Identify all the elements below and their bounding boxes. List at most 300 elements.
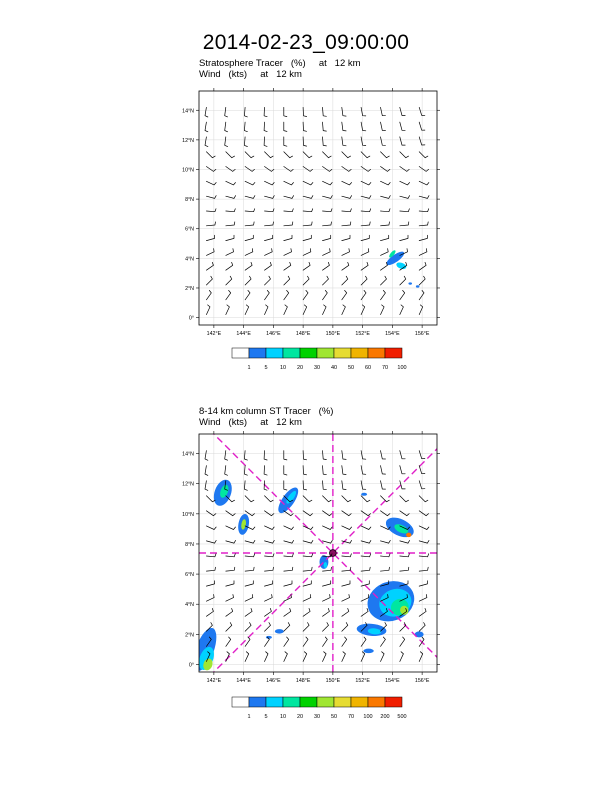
- wind-barb: [400, 181, 410, 185]
- wind-barb: [206, 262, 213, 270]
- wind-barb: [284, 608, 291, 616]
- wind-barb: [206, 290, 211, 299]
- wind-barb: [303, 595, 311, 602]
- wind-barb: [226, 554, 236, 557]
- wind-barb: [342, 137, 346, 146]
- x-tick-label: 154°E: [385, 331, 400, 337]
- wind-barb: [284, 122, 287, 131]
- wind-barb: [303, 235, 311, 240]
- tracer-area: [324, 562, 328, 568]
- colorbar-label: 200: [380, 714, 390, 720]
- wind-barb: [303, 652, 307, 662]
- wind-barb: [265, 249, 273, 256]
- wind-barb: [419, 526, 429, 530]
- wind-barb: [265, 511, 274, 516]
- wind-barb: [226, 262, 233, 270]
- wind-barb: [205, 466, 208, 476]
- x-tick-label: 144°E: [236, 678, 251, 684]
- wind-barb: [206, 167, 216, 172]
- wind-barb: [284, 466, 287, 475]
- wind-barb: [342, 451, 346, 460]
- y-tick-label: 8°N: [185, 541, 194, 548]
- x-tick-label: 152°E: [355, 678, 370, 684]
- wind-barb: [342, 305, 346, 315]
- wind-barb: [206, 222, 215, 226]
- tracer-area: [406, 533, 411, 538]
- wind-barb: [264, 137, 267, 147]
- wind-barb: [381, 290, 386, 299]
- y-tick-label: 0°: [188, 662, 194, 669]
- x-tick-label: 146°E: [266, 331, 281, 337]
- y-tick-label: 14°N: [182, 451, 194, 458]
- wind-barb: [303, 181, 313, 185]
- wind-barb: [284, 107, 287, 116]
- wind-barb: [381, 137, 386, 145]
- wind-barb: [381, 481, 386, 489]
- wind-barb: [284, 152, 293, 158]
- wind-barb: [361, 276, 367, 285]
- wind-barb: [419, 181, 429, 185]
- wind-barb: [400, 466, 405, 474]
- wind-barb: [323, 623, 329, 632]
- colorbar-label: 100: [397, 365, 407, 371]
- wind-barb: [206, 196, 216, 199]
- wind-barb: [225, 451, 228, 461]
- colorbar-label: 5: [264, 714, 268, 720]
- wind-barb: [265, 595, 273, 602]
- wind-barb: [206, 581, 214, 586]
- colorbar: [232, 697, 407, 720]
- wind-barb: [205, 122, 208, 132]
- wind-barb: [225, 137, 228, 147]
- wind-barb: [419, 209, 429, 212]
- wind-barb: [400, 196, 410, 199]
- wind-barb: [303, 222, 312, 226]
- colorbar-label: 50: [330, 714, 338, 720]
- colorbar-segment: [283, 348, 300, 358]
- wind-barb: [284, 637, 289, 646]
- wind-barb: [226, 290, 231, 299]
- colorbar-label: 40: [330, 365, 338, 371]
- wind-barb: [303, 107, 307, 116]
- wind-barb: [400, 540, 410, 543]
- wind-barb: [381, 451, 386, 459]
- wind-barb: [303, 496, 312, 502]
- wind-barb: [342, 276, 348, 285]
- wind-barb: [226, 567, 235, 571]
- wind-barb: [400, 451, 405, 459]
- wind-barb: [342, 496, 351, 502]
- panel-lower: [93, 313, 573, 792]
- colorbar-segment: [385, 697, 402, 707]
- y-tick-label: 10°N: [182, 167, 194, 174]
- wind-barb: [323, 451, 327, 460]
- wind-barb: [284, 167, 293, 172]
- wind-barb: [284, 581, 292, 586]
- wind-barb: [361, 137, 366, 146]
- wind-barb: [400, 167, 409, 172]
- wind-barb: [419, 196, 429, 199]
- y-tick-label: 6°N: [185, 572, 194, 579]
- tracer-area: [408, 282, 412, 284]
- colorbar-segment: [385, 348, 402, 358]
- x-tick-label: 154°E: [385, 678, 400, 684]
- colorbar-label: 10: [279, 714, 287, 720]
- wind-barb: [226, 181, 236, 185]
- wind-barb: [381, 262, 388, 270]
- wind-barb: [400, 107, 405, 115]
- wind-barb: [361, 481, 366, 490]
- colorbar-segment: [368, 348, 385, 358]
- wind-barb: [303, 466, 307, 475]
- wind-barb: [245, 305, 249, 315]
- wind-barb: [419, 249, 427, 256]
- wind-barb: [225, 107, 228, 117]
- colorbar-segment: [351, 348, 368, 358]
- wind-barb: [323, 209, 333, 212]
- y-tick-label: 12°N: [182, 481, 194, 488]
- wind-barb: [381, 637, 386, 646]
- colorbar-segment: [249, 697, 266, 707]
- wind-barb: [226, 152, 235, 158]
- wind-barb: [400, 511, 409, 516]
- wind-barb: [206, 305, 210, 315]
- wind-barb: [381, 122, 386, 130]
- x-tick-label: 156°E: [414, 678, 430, 684]
- wind-barb: [205, 107, 208, 117]
- wind-barb: [323, 595, 331, 602]
- y-tick-label: 4°N: [185, 256, 194, 263]
- wind-barb: [342, 222, 351, 226]
- colorbar-segment: [334, 697, 351, 707]
- wind-barb: [303, 608, 310, 616]
- wind-barb: [323, 496, 332, 502]
- wind-barb: [226, 209, 236, 212]
- colorbar-label: 20: [296, 714, 304, 720]
- wind-barb: [284, 209, 294, 212]
- wind-barb: [323, 652, 327, 662]
- wind-barb: [226, 595, 234, 602]
- wind-barb: [419, 581, 427, 586]
- wind-barb: [264, 107, 267, 116]
- wind-barb: [381, 249, 389, 256]
- wind-barb: [245, 652, 249, 662]
- colorbar-label: 500: [397, 714, 407, 720]
- wind-barb: [226, 581, 234, 586]
- wind-barb: [342, 262, 349, 270]
- y-tick-label: 0°: [188, 315, 194, 322]
- colorbar: [232, 348, 407, 371]
- wind-barb: [323, 305, 327, 315]
- y-tick-label: 12°N: [182, 137, 194, 144]
- wind-barb: [381, 305, 385, 315]
- page-title: 2014-02-23_09:00:00: [202, 31, 410, 54]
- wind-barb: [303, 554, 313, 557]
- wind-barb: [265, 608, 272, 616]
- wind-barb: [303, 451, 307, 460]
- colorbar-segment: [266, 348, 283, 358]
- wind-barb: [226, 608, 233, 616]
- wind-barb: [284, 305, 288, 315]
- wind-barb: [205, 451, 208, 461]
- wind-barb: [265, 276, 271, 285]
- wind-barb: [342, 290, 347, 299]
- wind-barb: [265, 623, 271, 632]
- x-tick-label: 148°E: [295, 331, 311, 337]
- wind-barb: [342, 608, 349, 616]
- wind-barb: [303, 623, 309, 632]
- wind-barb: [245, 567, 254, 571]
- x-tick-label: 148°E: [295, 678, 311, 684]
- wind-barb: [323, 637, 328, 646]
- wind-barb: [303, 137, 307, 146]
- wind-barb: [323, 167, 332, 172]
- wind-barb: [265, 290, 270, 299]
- colorbar-segment: [232, 348, 249, 358]
- upper-panel-title: Stratosphere Tracer (%) at 12 km: [199, 58, 361, 69]
- wind-barb: [206, 554, 216, 557]
- colorbar-segment: [266, 697, 283, 707]
- wind-barb: [265, 152, 274, 158]
- wind-barb: [225, 466, 228, 476]
- wind-barb: [226, 623, 232, 632]
- wind-barb: [245, 276, 251, 285]
- x-tick-label: 146°E: [266, 678, 281, 684]
- wind-barb: [342, 637, 347, 646]
- wind-barb: [245, 637, 250, 646]
- colorbar-segment: [368, 697, 385, 707]
- wind-barb: [303, 511, 312, 516]
- wind-barb: [400, 623, 406, 632]
- wind-barb: [206, 209, 216, 212]
- wind-barb: [361, 451, 366, 460]
- wind-barb: [323, 481, 327, 490]
- wind-barb: [303, 122, 307, 131]
- wind-barb: [265, 305, 269, 315]
- x-tick-label: 150°E: [325, 678, 341, 684]
- wind-barb: [303, 262, 310, 270]
- wind-barb: [342, 209, 352, 212]
- wind-barb: [381, 511, 390, 516]
- wind-barb: [303, 167, 312, 172]
- colorbar-label: 1: [247, 714, 251, 720]
- x-tick-label: 142°E: [206, 331, 222, 337]
- wind-barb: [205, 481, 208, 491]
- wind-barb: [342, 526, 352, 530]
- wind-barb: [245, 496, 254, 502]
- wind-barb: [361, 466, 366, 475]
- wind-barb: [342, 235, 350, 240]
- wind-barb: [400, 137, 405, 145]
- wind-barb: [265, 652, 269, 662]
- wind-barb: [265, 567, 274, 571]
- wind-barb: [284, 235, 292, 240]
- wind-barb: [342, 652, 346, 662]
- upper-panel-subtitle: Wind (kts) at 12 km: [199, 69, 302, 80]
- wind-barb: [265, 209, 275, 212]
- y-tick-label: 2°N: [185, 285, 194, 292]
- wind-barb: [226, 222, 235, 226]
- wind-barb: [400, 276, 406, 285]
- wind-barb: [245, 222, 254, 226]
- wind-barb: [381, 222, 390, 226]
- wind-barb: [323, 107, 327, 116]
- wind-barb: [342, 595, 350, 602]
- wind-barb: [303, 276, 309, 285]
- wind-barb: [323, 276, 329, 285]
- wind-barb: [303, 567, 312, 571]
- y-tick-label: 2°N: [185, 632, 194, 639]
- wind-barb: [205, 137, 208, 147]
- wind-barb: [400, 152, 409, 158]
- wind-barb: [206, 540, 216, 543]
- wind-barb: [303, 152, 312, 158]
- wind-barb: [284, 290, 289, 299]
- wind-barb: [245, 209, 255, 212]
- wind-barb: [381, 167, 390, 172]
- wind-barb: [264, 122, 267, 132]
- wind-barb: [245, 608, 252, 616]
- tracer-area: [361, 493, 367, 496]
- y-tick-label: 4°N: [185, 602, 194, 609]
- wind-barb: [284, 567, 293, 571]
- wind-barb: [419, 235, 427, 240]
- wind-barb: [342, 511, 351, 516]
- wind-barb: [284, 526, 294, 530]
- x-tick-label: 156°E: [414, 331, 430, 337]
- wind-barb: [245, 540, 255, 543]
- wind-barb: [323, 526, 333, 530]
- wind-barb: [381, 652, 385, 662]
- wind-barb: [284, 196, 294, 199]
- wind-barb: [226, 235, 234, 240]
- wind-barb: [303, 209, 313, 212]
- tracer-area: [363, 649, 373, 654]
- wind-barb: [206, 181, 216, 185]
- wind-barb: [400, 290, 405, 299]
- wind-barb: [419, 222, 428, 226]
- wind-barb: [381, 107, 386, 115]
- wind-barb: [265, 181, 275, 185]
- wind-barb: [284, 652, 288, 662]
- wind-barb: [245, 554, 255, 557]
- wind-barb: [419, 496, 428, 502]
- wind-barb: [226, 276, 232, 285]
- colorbar-segment: [334, 348, 351, 358]
- tracer-area: [275, 629, 284, 634]
- wind-barb: [361, 608, 368, 616]
- wind-barb: [206, 249, 214, 256]
- wind-barb: [245, 623, 251, 632]
- wind-barb: [323, 466, 327, 475]
- wind-barb: [265, 167, 274, 172]
- wind-barb: [206, 511, 216, 516]
- wind-barb: [284, 181, 294, 185]
- wind-barb: [381, 276, 387, 285]
- wind-barb: [226, 637, 231, 646]
- wind-barb: [226, 249, 234, 256]
- colorbar-label: 10: [279, 365, 287, 371]
- wind-barb: [244, 122, 247, 132]
- wind-barb: [265, 196, 275, 199]
- colorbar-segment: [317, 348, 334, 358]
- wind-barb: [284, 276, 290, 285]
- wind-barb: [419, 567, 428, 571]
- wind-barb: [245, 181, 255, 185]
- colorbar-label: 50: [347, 365, 355, 371]
- wind-barb: [245, 152, 254, 158]
- wind-barb: [419, 540, 429, 543]
- wind-barb: [206, 608, 213, 616]
- wind-barb: [303, 637, 308, 646]
- plot-area: [199, 91, 437, 325]
- wind-barb: [226, 540, 236, 543]
- colorbar-segment: [351, 697, 368, 707]
- wind-barb: [323, 222, 332, 226]
- colorbar-label: 1: [247, 365, 251, 371]
- wind-barb: [342, 567, 351, 571]
- wind-barb: [226, 305, 230, 315]
- colorbar-segment: [283, 697, 300, 707]
- wind-barb: [206, 235, 214, 240]
- x-tick-label: 150°E: [325, 331, 341, 337]
- wind-barb: [323, 608, 330, 616]
- wind-barb: [400, 235, 408, 240]
- wind-barb: [303, 481, 307, 490]
- wind-barb: [381, 196, 391, 199]
- wind-barb: [323, 152, 332, 158]
- wind-barb: [400, 305, 404, 315]
- wind-barb: [381, 152, 390, 158]
- colorbar-label: 60: [364, 365, 372, 371]
- wind-barb: [225, 122, 228, 132]
- wind-barb: [245, 290, 250, 299]
- colorbar-label: 30: [313, 714, 321, 720]
- wind-barb: [342, 623, 348, 632]
- wind-barb: [303, 540, 313, 543]
- colorbar-segment: [317, 697, 334, 707]
- wind-barb: [265, 581, 273, 586]
- panel-upper: [182, 88, 440, 371]
- y-tick-label: 14°N: [182, 108, 194, 115]
- wind-barb: [400, 496, 409, 502]
- y-tick-label: 6°N: [185, 226, 194, 233]
- wind-barb: [284, 451, 287, 460]
- wind-barb: [419, 554, 429, 557]
- wind-barb: [342, 167, 351, 172]
- tracer-area: [416, 285, 420, 287]
- colorbar-label: 100: [363, 714, 373, 720]
- wind-barb: [361, 595, 369, 602]
- wind-barb: [342, 196, 352, 199]
- wind-barb: [323, 137, 327, 146]
- wind-barb: [323, 196, 333, 199]
- wind-barb: [419, 167, 428, 172]
- wind-barb: [206, 595, 214, 602]
- wind-barb: [206, 276, 212, 285]
- wind-barb: [264, 466, 267, 476]
- colorbar-label: 20: [296, 365, 304, 371]
- center-marker: [329, 550, 336, 557]
- wind-barb: [419, 608, 426, 616]
- wind-barb: [265, 554, 275, 557]
- wind-barb: [226, 526, 236, 530]
- wind-barb: [361, 122, 366, 131]
- wind-barb: [284, 262, 291, 270]
- lower-panel-title: 8-14 km column ST Tracer (%): [199, 406, 334, 417]
- wind-barb: [323, 511, 332, 516]
- wind-barb: [244, 466, 247, 476]
